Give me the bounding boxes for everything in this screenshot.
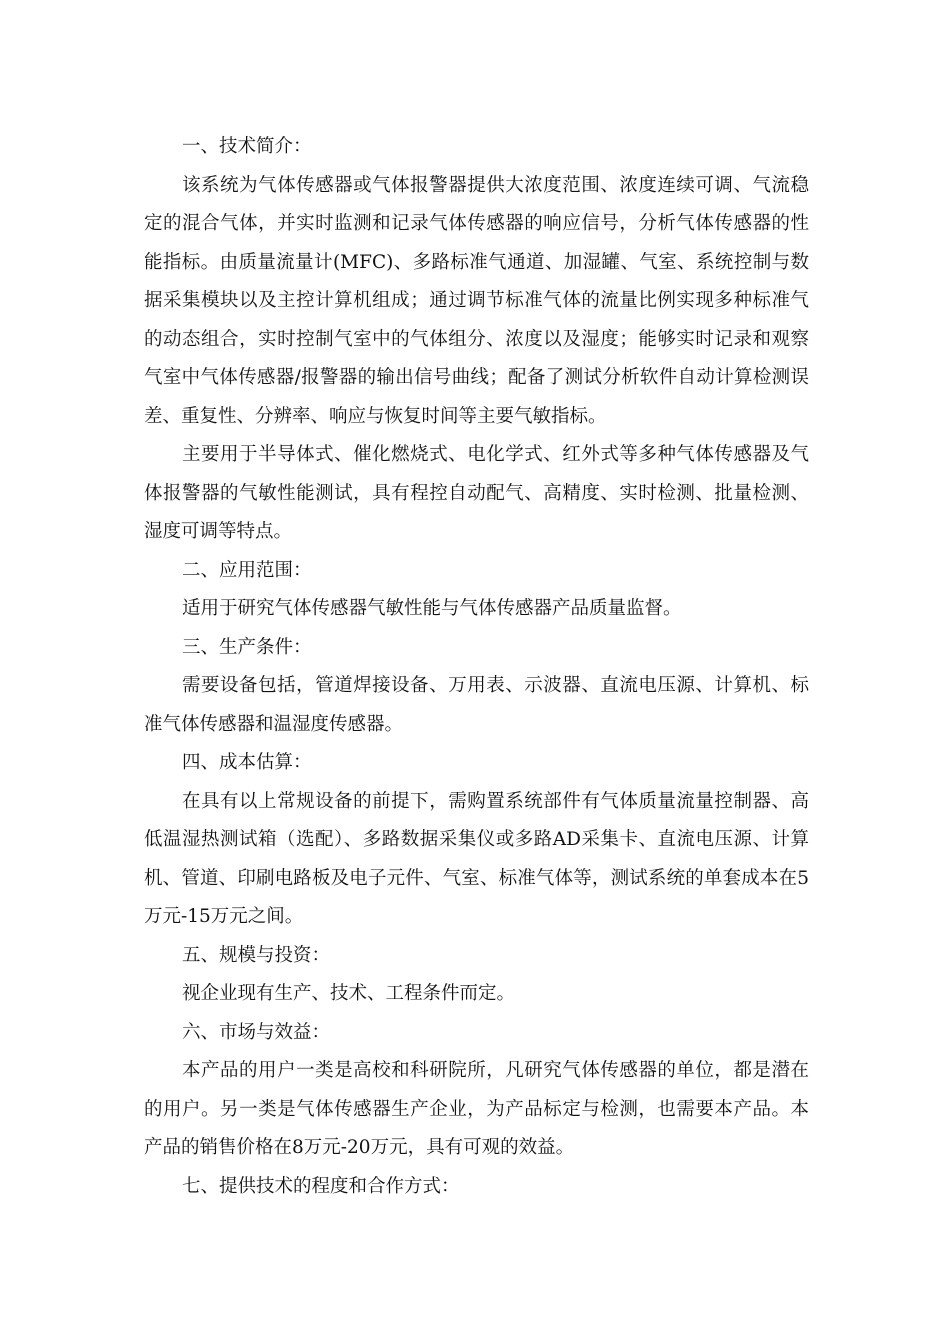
paragraph-intro-usage: 主要用于半导体式、催化燃烧式、电化学式、红外式等多种气体传感器及气体报警器的气敏性能测试，具有程控自动配气、高精度、实时检测、批量检测、湿度可调等特点。 [144,444,809,542]
section-heading-production: 三、生产条件： [182,636,312,658]
section-heading-intro: 一、技术简介： [182,136,312,157]
paragraph-market: 本产品的用户一类是高校和科研院所，凡研究气体传感器的单位，都是潜在的用户。另一类是气体传感器生产企业，为产品标定与检测，也需要本产品。本产品的销售价格在8万元-20万元，具有可观的效益。 [144,1060,809,1158]
document-page [144,128,809,1206]
paragraph-scale: 视企业现有生产、技术、工程条件而定。 [182,983,516,1004]
section-heading-cooperation: 七、提供技术的程度和合作方式： [182,1175,460,1197]
paragraph-scope: 适用于研究气体传感器气敏性能与气体传感器产品质量监督。 [182,598,682,619]
paragraph-cost: 在具有以上常规设备的前提下，需购置系统部件有气体质量流量控制器、高低温湿热测试箱（选配）、多路数据采集仪或多路AD采集卡、直流电压源、计算机、管道、印刷电路板及电子元件、气室、标准气体等，测试系统的单套成本在5万元-15万元之间。 [144,790,809,927]
section-heading-market: 六、市场与效益： [182,1021,331,1043]
paragraph-intro-description: 该系统为气体传感器或气体报警器提供大浓度范围、浓度连续可调、气流稳定的混合气体，并实时监测和记录气体传感器的响应信号，分析气体传感器的性能指标。由质量流量计(MFC)、多路标准气通道、加湿罐、气室、系统控制与数据采集模块以及主控计算机组成；通过调节标准气体的流量比例实现多种标准气的动态组合，实时控制气室中的气体组分、浓度以及湿度；能够实时记录和观察气室中气体传感器/报警器的输出信号曲线；配备了测试分析软件自动计算检测误差、重复性、分辨率、响应与恢复时间等主要气敏指标。 [144,174,809,427]
section-heading-cost: 四、成本估算： [182,752,312,773]
paragraph-production: 需要设备包括，管道焊接设备、万用表、示波器、直流电压源、计算机、标准气体传感器和温湿度传感器。 [144,675,809,735]
section-heading-scale: 五、规模与投资： [182,944,331,966]
section-heading-scope: 二、应用范围： [182,559,312,581]
